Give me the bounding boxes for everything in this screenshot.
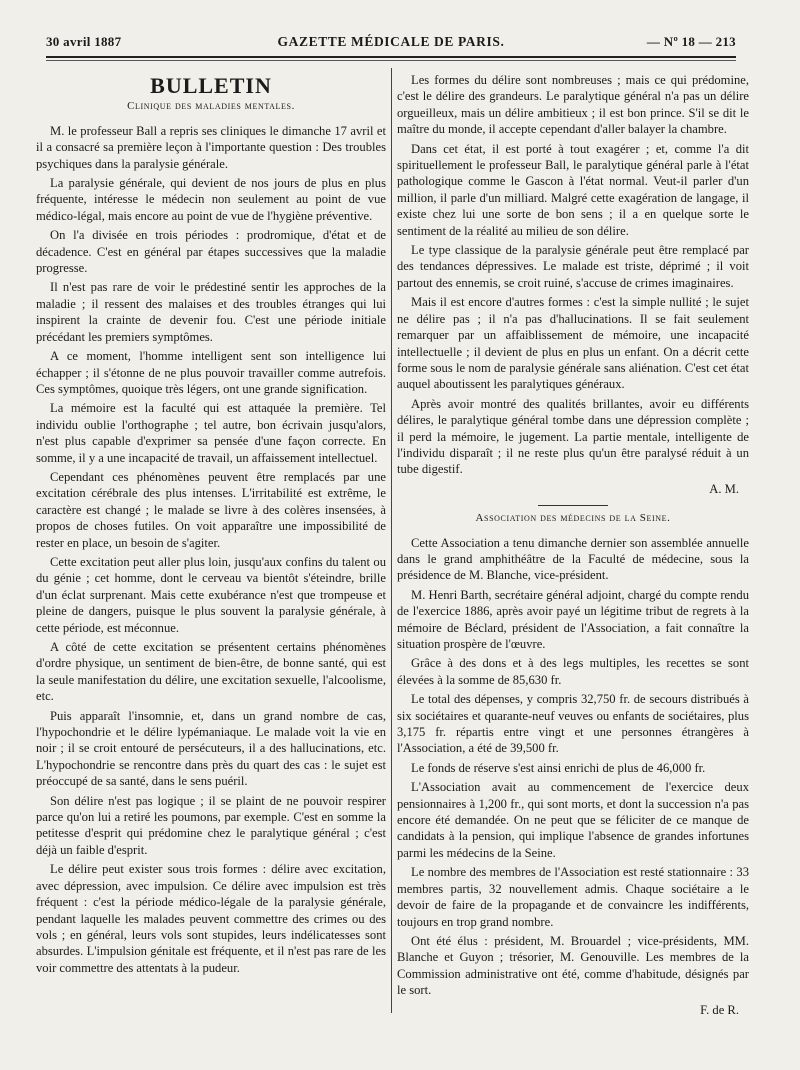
article-paragraph: Son délire n'est pas logique ; il se plaint de ne pouvoir respirer parce qu'on lui a retiré les poumons, par exemple. C'est en somme la petitesse d'esprit qui prédomine chez le paralytique général ; c'est déjà un faible d'esprit. <box>36 793 386 857</box>
header-rule <box>46 60 736 61</box>
article-paragraph: Cette Association a tenu dimanche dernier son assemblée annuelle dans le grand amphithéâtre de la Faculté de médecine, sous la présidence de M. Blanche, vice-président. <box>397 535 749 583</box>
article-paragraph: Le total des dépenses, y compris 32,750 fr. de secours distribués à six sociétaires et quarante-neuf veuves ou enfants de sociétaires, plus 3,175 fr. répartis entre vingt et une personnes étrangères à l'Association, a été de 39,500 fr. <box>397 692 749 756</box>
article-paragraph: Mais il est encore d'autres formes : c'est la simple nullité ; le sujet ne délire pas ; il n'a pas d'hallucinations. Il se fait seulement remarquer par un affaiblissement de mémoire, une incapacité intellectuelle ; il devient de plus en plus un enfant. On a décrit cette forme sous le nom de paralysie générale sans aliénation. C'est cet état auquel aboutissent les paralytiques généraux. <box>397 295 749 392</box>
article-paragraph: La mémoire est la faculté qui est attaquée la première. Tel individu oublie l'orthographe ; tel autre, bon écrivain jusqu'alors, n'est plus capable d'exprimer sa pensée d'une façon correcte. En somme, il y a une incapacité de travail, un affaissement intellectuel. <box>36 401 386 465</box>
article-paragraph: A ce moment, l'homme intelligent sent son intelligence lui échapper ; il s'étonne de ne plus pouvoir travailler comme autrefois. Ces symptômes, quoique très légers, ont une grande signification. <box>36 349 386 396</box>
article-paragraph: Ont été élus : président, M. Brouardel ; vice-présidents, MM. Blanche et Guyon ; trésorier, M. Genouville. Les membres de la Commission administrative ont été, comme d'habitude, désignés par le sort. <box>397 933 749 998</box>
page-header <box>46 32 736 58</box>
article-paragraph: Le fonds de réserve s'est ainsi enrichi de plus de 46,000 fr. <box>411 760 706 775</box>
article-paragraph: Dans cet état, il est porté à tout exagérer ; et, comme l'a dit spirituellement le professeur Ball, le paralytique général parle à l'état pathologique comme le Gascon à l'état normal. Veut-il parler d'un million, il parle d'un milliard. Malgré cette exagération de langage, il existe chez lui une sorte de bon sens ; il a en quelque sorte le sentiment de la réalité au milieu de son délire. <box>397 141 749 238</box>
article-paragraph: L'Association avait au commencement de l'exercice deux pensionnaires à 1,200 fr., qui sont morts, et dont la succession n'a pas encore été demandée. On ne peut que se féliciter de ce manque de candidats à la pension, qui implique l'absence de grandes infortunes parmi les médecins de la Seine. <box>397 780 749 860</box>
left-column <box>36 72 386 979</box>
article-paragraph: On l'a divisée en trois périodes : prodromique, d'état et de décadence. C'est en général par étapes successives que la maladie progresse. <box>36 228 386 276</box>
article-paragraph: Le nombre des membres de l'Association est resté stationnaire : 33 membres partis, 32 nouvellement admis. Chaque sociétaire a le devoir de faire de la propagande et de convaincre les indifférents, toujours en trop grand nombre. <box>397 865 749 929</box>
page-number: — Nº 18 — 213 <box>646 34 736 49</box>
section-heading-association: Association des médecins de la Seine. <box>475 512 671 525</box>
article-paragraph: Le type classique de la paralysie générale peut être remplacé par des tendances dépressives. Le malade est triste, déprimé ; il voit partout des ennemis, se croit ruiné, s'accuse de crimes imaginaires. <box>397 243 749 290</box>
column-divider <box>391 68 392 1013</box>
right-column <box>397 72 749 1018</box>
article-paragraph: Grâce à des dons et à des legs multiples, les recettes se sont élevées à la somme de 85,630 fr. <box>397 656 749 687</box>
article-paragraph: Le délire peut exister sous trois formes : délire avec excitation, avec dépression, avec impulsion. Ce délire avec impulsion est très fréquent : c'est la période médico-légale de la paralysie générale, pendant laquelle les malades peuvent commettre des crimes ou des vols ; en général, leurs vols sont stupides, leurs indélicatesses sont absurdes. L'impulsion génitale est fréquente, et il n'est pas rare de les voir commettre des attentats à la pudeur. <box>36 862 386 975</box>
article-paragraph: Les formes du délire sont nombreuses ; mais ce qui prédomine, c'est le délire des grandeurs. Le paralytique général n'a pas un délire orgueilleux, mais un délire ambitieux ; il est bon prince. S'il se dit le maître du monde, il accepte cependant d'aller balayer la chambre. <box>397 73 749 137</box>
article-paragraph: M. Henri Barth, secrétaire général adjoint, chargé du compte rendu de l'exercice 1886, après avoir payé un légitime tribut de regrets à la mémoire de Béclard, président de l'Association, a fait connaître la situation prospère de l'œuvre. <box>397 587 749 651</box>
article-paragraph: Puis apparaît l'insomnie, et, dans un grand nombre de cas, l'hypochondrie et le délire lypémaniaque. Le malade voit la vie en noir ; il se croit entouré de persécuteurs, il a des hallucinations, etc. L'hypochondrie se rencontre dans près du quart des cas : le sujet est préoccupé de sa santé, dans le sens puéril. <box>36 708 386 789</box>
article-paragraph: A côté de cette excitation se présentent certains phénomènes d'ordre physique, un sentiment de bien-être, de bonne santé, qui est la seule manifestation du délire, une excitation sexuelle, l'alcoolisme, etc. <box>36 640 386 704</box>
section-separator <box>538 505 608 506</box>
article-paragraph: Cependant ces phénomènes peuvent être remplacés par une excitation cérébrale des plus intenses. L'irritabilité est extrême, le caractère est changé ; le malade se livre à des colères insensées, à propos de choses futiles. On voit apparaître une impossibilité de rester en place, un besoin de s'agiter. <box>36 469 386 550</box>
author-signature: F. de R. <box>700 1002 739 1017</box>
article-paragraph: M. le professeur Ball a repris ses cliniques le dimanche 17 avril et il a consacré sa première leçon à l'importante question : Des troubles psychiques dans la paralysie générale. <box>36 123 386 171</box>
article-paragraph: Il n'est pas rare de voir le prédestiné sentir les approches de la maladie ; il ressent des malaises et des troubles étranges qui lui inspirent la crainte de devenir fou. C'est une période initiale précédant les premiers symptômes. <box>36 280 386 344</box>
bulletin-heading: BULLETIN <box>150 73 272 98</box>
section-heading-clinique: Clinique des maladies mentales. <box>127 100 295 113</box>
journal-title: GAZETTE MÉDICALE DE PARIS. <box>277 34 505 49</box>
article-paragraph: La paralysie générale, qui devient de nos jours de plus en plus fréquente, intéresse le médecin non seulement au point de vue médico-légal, mais encore au point de vue de l'hygiène préventive. <box>36 176 386 223</box>
author-signature: A. M. <box>709 481 739 496</box>
article-paragraph: Après avoir montré des qualités brillantes, avoir eu différents délires, le paralytique général tombe dans une dépression complète ; il perd la mémoire, le jugement. La partie mentale, intelligente de l'individu disparaît ; il ne reste plus qu'un être paralysé réduit à un tube digestif. <box>397 396 749 477</box>
article-paragraph: Cette excitation peut aller plus loin, jusqu'aux confins du talent ou du génie ; cet homme, dont le cerveau va bientôt s'éteindre, brille d'un éclat surprenant. Mais cette exubérance n'est que trompeuse et pleine de dangers, puisque le plus souvent la paralysie générale, à cette période, est méconnue. <box>36 554 386 635</box>
issue-date: 30 avril 1887 <box>46 34 122 49</box>
